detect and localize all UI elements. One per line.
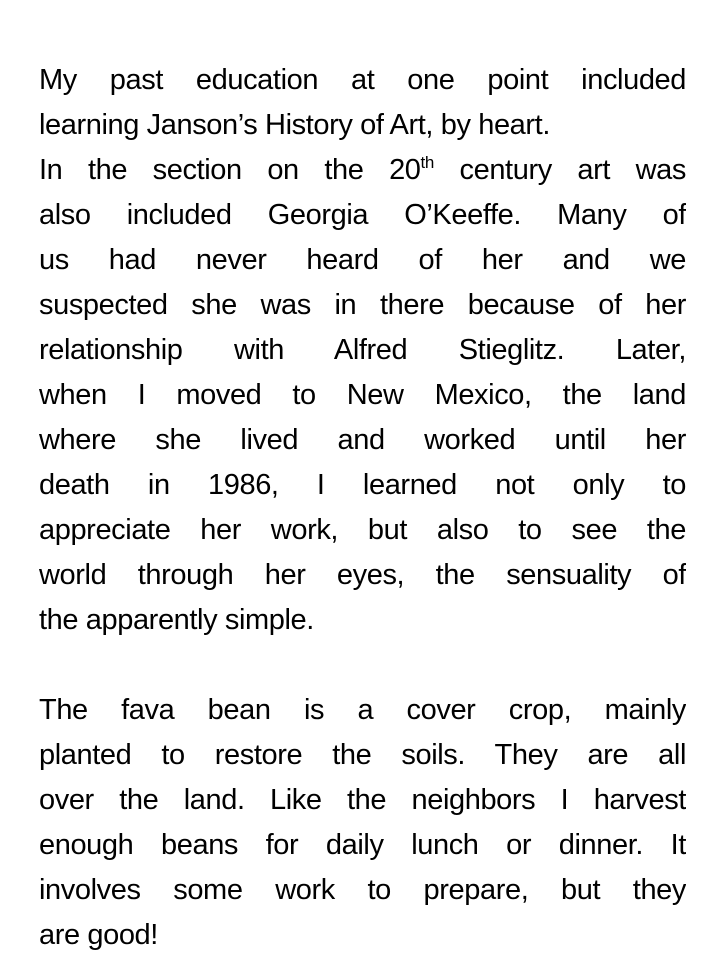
text-line: suspected she was in there because of her xyxy=(39,289,686,321)
text-segment: century art was xyxy=(433,154,686,186)
paragraph-2 xyxy=(39,688,686,958)
text-segment: In the section on the 20 xyxy=(39,154,421,186)
text-line: appreciate her work, but also to see the xyxy=(39,514,686,546)
text-line: death in 1986, I learned not only to xyxy=(39,469,686,501)
body-text xyxy=(39,58,686,958)
text-line: us had never heard of her and we xyxy=(39,244,686,276)
text-line: My past education at one point included xyxy=(39,64,686,96)
text-line: also included Georgia O’Keeffe. Many of xyxy=(39,199,686,231)
text-line: learning Janson’s History of Art, by heart. xyxy=(39,109,550,141)
text-line: the apparently simple. xyxy=(39,604,314,636)
text-line: The fava bean is a cover crop, mainly xyxy=(39,694,686,726)
superscript: th xyxy=(420,153,434,172)
text-line: enough beans for daily lunch or dinner. It xyxy=(39,829,686,861)
text-line: are good! xyxy=(39,919,158,951)
text-line: world through her eyes, the sensuality of xyxy=(39,559,686,591)
text-line-with-superscript xyxy=(39,148,686,193)
text-line: over the land. Like the neighbors I harvest xyxy=(39,784,686,816)
text-line: involves some work to prepare, but they xyxy=(39,874,686,906)
paragraph-1 xyxy=(39,58,686,643)
text-line: when I moved to New Mexico, the land xyxy=(39,379,686,411)
text-line: relationship with Alfred Stieglitz. Later, xyxy=(39,334,686,366)
text-line: planted to restore the soils. They are all xyxy=(39,739,686,771)
text-line: where she lived and worked until her xyxy=(39,424,686,456)
